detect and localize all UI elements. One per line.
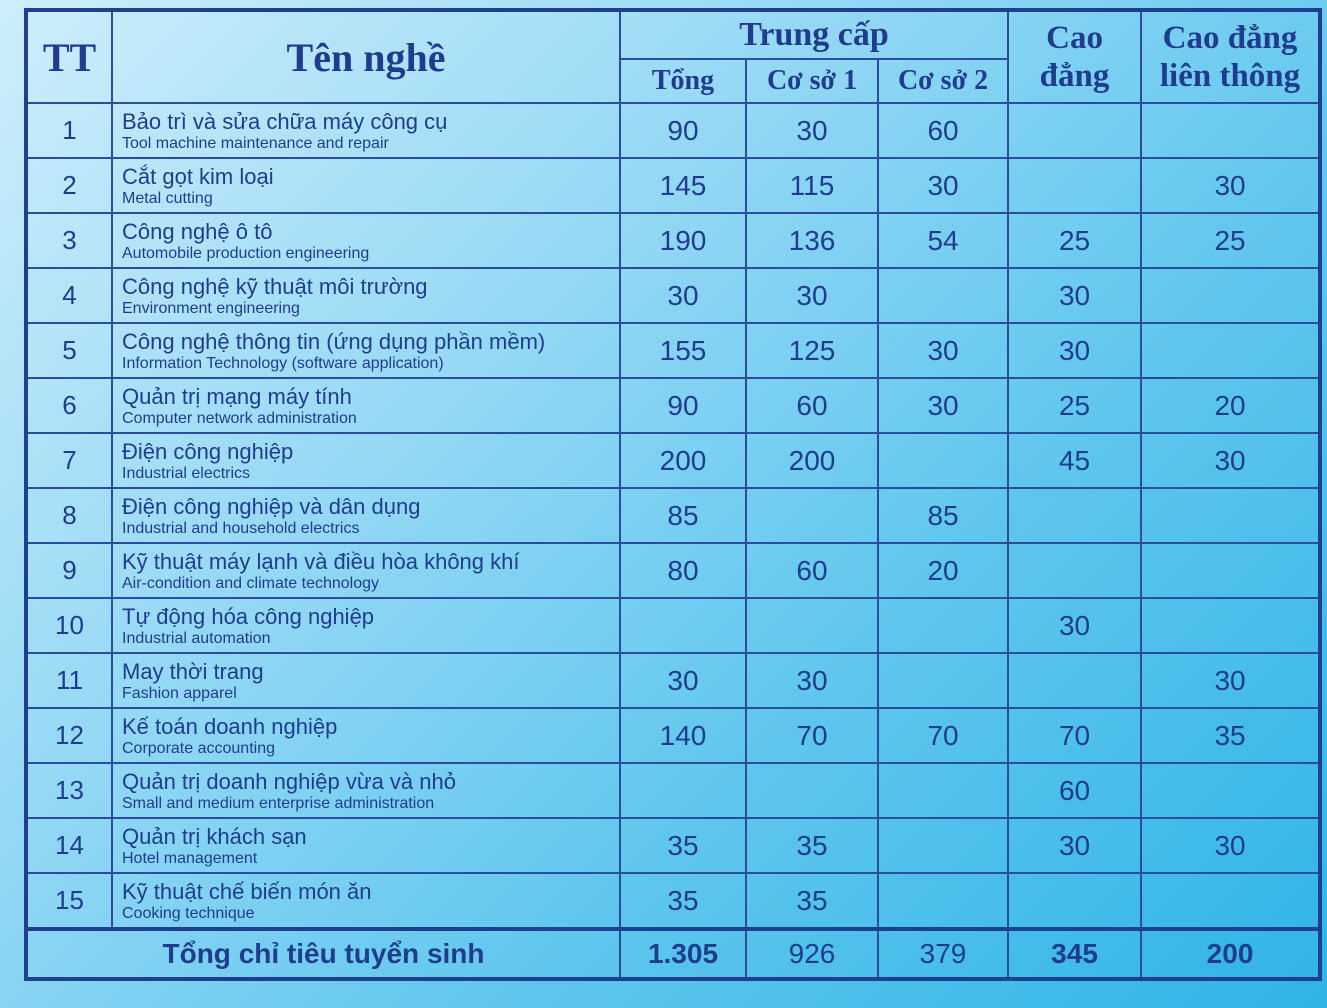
cell-co-so-1 bbox=[746, 763, 878, 818]
cell-cao-dang: 25 bbox=[1008, 213, 1141, 268]
header-lien-thong-line1: Cao đẳng bbox=[1162, 20, 1298, 56]
cell-tong bbox=[620, 763, 746, 818]
cell-tong: 200 bbox=[620, 433, 746, 488]
cell-co-so-1 bbox=[746, 598, 878, 653]
cell-cao-dang bbox=[1008, 158, 1141, 213]
occupation-name-en: Small and medium enterprise administration bbox=[122, 794, 435, 812]
occupation-name-vi: Quản trị mạng máy tính bbox=[122, 383, 352, 409]
cell-cao-dang bbox=[1008, 543, 1141, 598]
cell-co-so-2 bbox=[878, 873, 1008, 929]
header-lien-thong-line2: liên thông bbox=[1159, 58, 1301, 94]
cell-co-so-2: 85 bbox=[878, 488, 1008, 543]
cell-lien-thong: 25 bbox=[1141, 213, 1320, 268]
cell-lien-thong: 35 bbox=[1141, 708, 1320, 763]
occupation-name-en: Industrial electrics bbox=[122, 464, 251, 482]
cell-co-so-1: 125 bbox=[746, 323, 878, 378]
header-trung-cap: Trung cấp bbox=[620, 10, 1008, 59]
occupation-name-vi: May thời trang bbox=[122, 658, 264, 684]
table-row bbox=[26, 378, 1320, 433]
occupation-name-en: Hotel management bbox=[122, 849, 258, 867]
header-co-so-1: Cơ sở 1 bbox=[746, 59, 878, 103]
cell-co-so-1: 60 bbox=[746, 378, 878, 433]
occupation-cell bbox=[112, 818, 620, 873]
occupation-name-en: Metal cutting bbox=[122, 189, 213, 207]
occupation-name-en: Corporate accounting bbox=[122, 739, 275, 757]
occupation-name-vi: Quản trị doanh nghiệp vừa và nhỏ bbox=[122, 768, 456, 794]
row-number: 9 bbox=[26, 543, 112, 598]
occupation-cell bbox=[112, 708, 620, 763]
cell-co-so-1: 30 bbox=[746, 103, 878, 158]
occupation-cell bbox=[112, 488, 620, 543]
table-row bbox=[26, 873, 1320, 929]
occupation-cell bbox=[112, 873, 620, 929]
cell-cao-dang bbox=[1008, 488, 1141, 543]
cell-tong: 80 bbox=[620, 543, 746, 598]
occupation-name-en: Information Technology (software application) bbox=[122, 354, 444, 372]
cell-co-so-1: 136 bbox=[746, 213, 878, 268]
cell-cao-dang: 30 bbox=[1008, 598, 1141, 653]
cell-co-so-2: 54 bbox=[878, 213, 1008, 268]
cell-cao-dang: 25 bbox=[1008, 378, 1141, 433]
cell-co-so-1: 35 bbox=[746, 873, 878, 929]
total-row bbox=[26, 929, 1320, 979]
cell-lien-thong bbox=[1141, 103, 1320, 158]
occupation-name-en: Automobile production engineering bbox=[122, 244, 370, 262]
table-row bbox=[26, 598, 1320, 653]
cell-co-so-2 bbox=[878, 268, 1008, 323]
cell-tong: 140 bbox=[620, 708, 746, 763]
header-cao-dang-line1: Cao bbox=[1046, 20, 1103, 56]
occupation-cell bbox=[112, 598, 620, 653]
cell-co-so-1: 30 bbox=[746, 268, 878, 323]
occupation-name-vi: Cắt gọt kim loại bbox=[122, 163, 274, 189]
cell-lien-thong: 30 bbox=[1141, 653, 1320, 708]
row-number: 13 bbox=[26, 763, 112, 818]
row-number: 15 bbox=[26, 873, 112, 929]
row-number: 1 bbox=[26, 103, 112, 158]
occupation-name-vi: Công nghệ kỹ thuật môi trường bbox=[122, 273, 428, 299]
row-number: 6 bbox=[26, 378, 112, 433]
cell-tong: 155 bbox=[620, 323, 746, 378]
occupation-cell bbox=[112, 653, 620, 708]
occupation-name-vi: Công nghệ thông tin (ứng dụng phần mềm) bbox=[122, 328, 546, 354]
row-number: 8 bbox=[26, 488, 112, 543]
occupation-cell bbox=[112, 268, 620, 323]
cell-tong: 190 bbox=[620, 213, 746, 268]
cell-co-so-2 bbox=[878, 818, 1008, 873]
occupation-cell bbox=[112, 763, 620, 818]
cell-cao-dang: 30 bbox=[1008, 323, 1141, 378]
table-row bbox=[26, 158, 1320, 213]
enrollment-table-wrapper bbox=[24, 8, 1322, 981]
table-row bbox=[26, 543, 1320, 598]
occupation-name-vi: Quản trị khách sạn bbox=[122, 823, 307, 849]
occupation-name-en: Tool machine maintenance and repair bbox=[122, 134, 389, 152]
row-number: 7 bbox=[26, 433, 112, 488]
occupation-name-en: Computer network administration bbox=[122, 409, 357, 427]
table-row bbox=[26, 268, 1320, 323]
cell-co-so-1: 30 bbox=[746, 653, 878, 708]
cell-co-so-2: 70 bbox=[878, 708, 1008, 763]
table-row bbox=[26, 323, 1320, 378]
cell-tong: 35 bbox=[620, 873, 746, 929]
row-number: 12 bbox=[26, 708, 112, 763]
cell-co-so-1: 35 bbox=[746, 818, 878, 873]
cell-lien-thong bbox=[1141, 598, 1320, 653]
header-cao-dang bbox=[1008, 10, 1141, 103]
total-cao-dang: 345 bbox=[1008, 929, 1141, 979]
cell-cao-dang bbox=[1008, 873, 1141, 929]
row-number: 11 bbox=[26, 653, 112, 708]
occupation-cell bbox=[112, 543, 620, 598]
occupation-cell bbox=[112, 433, 620, 488]
row-number: 5 bbox=[26, 323, 112, 378]
total-lien-thong: 200 bbox=[1141, 929, 1320, 979]
cell-cao-dang bbox=[1008, 653, 1141, 708]
cell-co-so-2: 30 bbox=[878, 323, 1008, 378]
enrollment-table bbox=[24, 8, 1322, 981]
occupation-name-vi: Kế toán doanh nghiệp bbox=[122, 713, 338, 739]
cell-tong: 90 bbox=[620, 103, 746, 158]
cell-lien-thong bbox=[1141, 763, 1320, 818]
occupation-name-en: Environment engineering bbox=[122, 299, 300, 317]
row-number: 4 bbox=[26, 268, 112, 323]
cell-cao-dang bbox=[1008, 103, 1141, 158]
occupation-name-vi: Kỹ thuật máy lạnh và điều hòa không khí bbox=[122, 548, 520, 574]
occupation-name-vi: Điện công nghiệp bbox=[122, 438, 294, 464]
cell-cao-dang: 30 bbox=[1008, 818, 1141, 873]
cell-co-so-1: 70 bbox=[746, 708, 878, 763]
occupation-name-vi: Bảo trì và sửa chữa máy công cụ bbox=[122, 108, 448, 134]
table-row bbox=[26, 653, 1320, 708]
occupation-cell bbox=[112, 378, 620, 433]
occupation-cell bbox=[112, 323, 620, 378]
cell-lien-thong bbox=[1141, 543, 1320, 598]
row-number: 2 bbox=[26, 158, 112, 213]
cell-lien-thong: 20 bbox=[1141, 378, 1320, 433]
cell-co-so-2 bbox=[878, 598, 1008, 653]
row-number: 3 bbox=[26, 213, 112, 268]
cell-tong bbox=[620, 598, 746, 653]
table-row bbox=[26, 708, 1320, 763]
cell-tong: 145 bbox=[620, 158, 746, 213]
occupation-cell bbox=[112, 213, 620, 268]
header-tong: Tổng bbox=[620, 59, 746, 103]
occupation-name-vi: Tự động hóa công nghiệp bbox=[122, 603, 375, 629]
table-row bbox=[26, 213, 1320, 268]
cell-cao-dang: 45 bbox=[1008, 433, 1141, 488]
cell-lien-thong bbox=[1141, 488, 1320, 543]
cell-tong: 85 bbox=[620, 488, 746, 543]
total-co-so-2: 379 bbox=[878, 929, 1008, 979]
cell-co-so-1: 200 bbox=[746, 433, 878, 488]
cell-tong: 90 bbox=[620, 378, 746, 433]
cell-tong: 35 bbox=[620, 818, 746, 873]
occupation-name-en: Air-condition and climate technology bbox=[122, 574, 380, 592]
cell-lien-thong bbox=[1141, 323, 1320, 378]
table-row bbox=[26, 103, 1320, 158]
table-row bbox=[26, 433, 1320, 488]
cell-cao-dang: 60 bbox=[1008, 763, 1141, 818]
row-number: 10 bbox=[26, 598, 112, 653]
occupation-cell bbox=[112, 158, 620, 213]
cell-co-so-1: 115 bbox=[746, 158, 878, 213]
cell-lien-thong: 30 bbox=[1141, 818, 1320, 873]
header-tt: TT bbox=[26, 10, 112, 103]
cell-co-so-2: 60 bbox=[878, 103, 1008, 158]
total-label: Tổng chỉ tiêu tuyển sinh bbox=[26, 929, 620, 979]
occupation-name-vi: Điện công nghiệp và dân dụng bbox=[122, 493, 421, 519]
cell-co-so-2 bbox=[878, 653, 1008, 708]
header-cao-dang-lien-thong bbox=[1141, 10, 1320, 103]
occupation-cell bbox=[112, 103, 620, 158]
cell-co-so-2 bbox=[878, 433, 1008, 488]
header-cao-dang-line2: đẳng bbox=[1039, 58, 1110, 94]
table-row bbox=[26, 763, 1320, 818]
table-row bbox=[26, 818, 1320, 873]
occupation-name-en: Industrial and household electrics bbox=[122, 519, 360, 537]
cell-co-so-2: 20 bbox=[878, 543, 1008, 598]
cell-lien-thong: 30 bbox=[1141, 158, 1320, 213]
cell-cao-dang: 70 bbox=[1008, 708, 1141, 763]
total-co-so-1: 926 bbox=[746, 929, 878, 979]
header-occupation-name: Tên nghề bbox=[112, 10, 620, 103]
table-row bbox=[26, 488, 1320, 543]
cell-co-so-2 bbox=[878, 763, 1008, 818]
occupation-name-en: Cooking technique bbox=[122, 904, 255, 922]
cell-tong: 30 bbox=[620, 653, 746, 708]
occupation-name-en: Fashion apparel bbox=[122, 684, 237, 702]
total-tong: 1.305 bbox=[620, 929, 746, 979]
cell-lien-thong bbox=[1141, 268, 1320, 323]
cell-tong: 30 bbox=[620, 268, 746, 323]
occupation-name-en: Industrial automation bbox=[122, 629, 271, 647]
cell-lien-thong: 30 bbox=[1141, 433, 1320, 488]
cell-co-so-2: 30 bbox=[878, 158, 1008, 213]
occupation-name-vi: Công nghệ ô tô bbox=[122, 218, 273, 244]
occupation-name-vi: Kỹ thuật chế biến món ăn bbox=[122, 878, 372, 904]
cell-cao-dang: 30 bbox=[1008, 268, 1141, 323]
cell-lien-thong bbox=[1141, 873, 1320, 929]
cell-co-so-2: 30 bbox=[878, 378, 1008, 433]
cell-co-so-1: 60 bbox=[746, 543, 878, 598]
cell-co-so-1 bbox=[746, 488, 878, 543]
row-number: 14 bbox=[26, 818, 112, 873]
header-co-so-2: Cơ sở 2 bbox=[878, 59, 1008, 103]
